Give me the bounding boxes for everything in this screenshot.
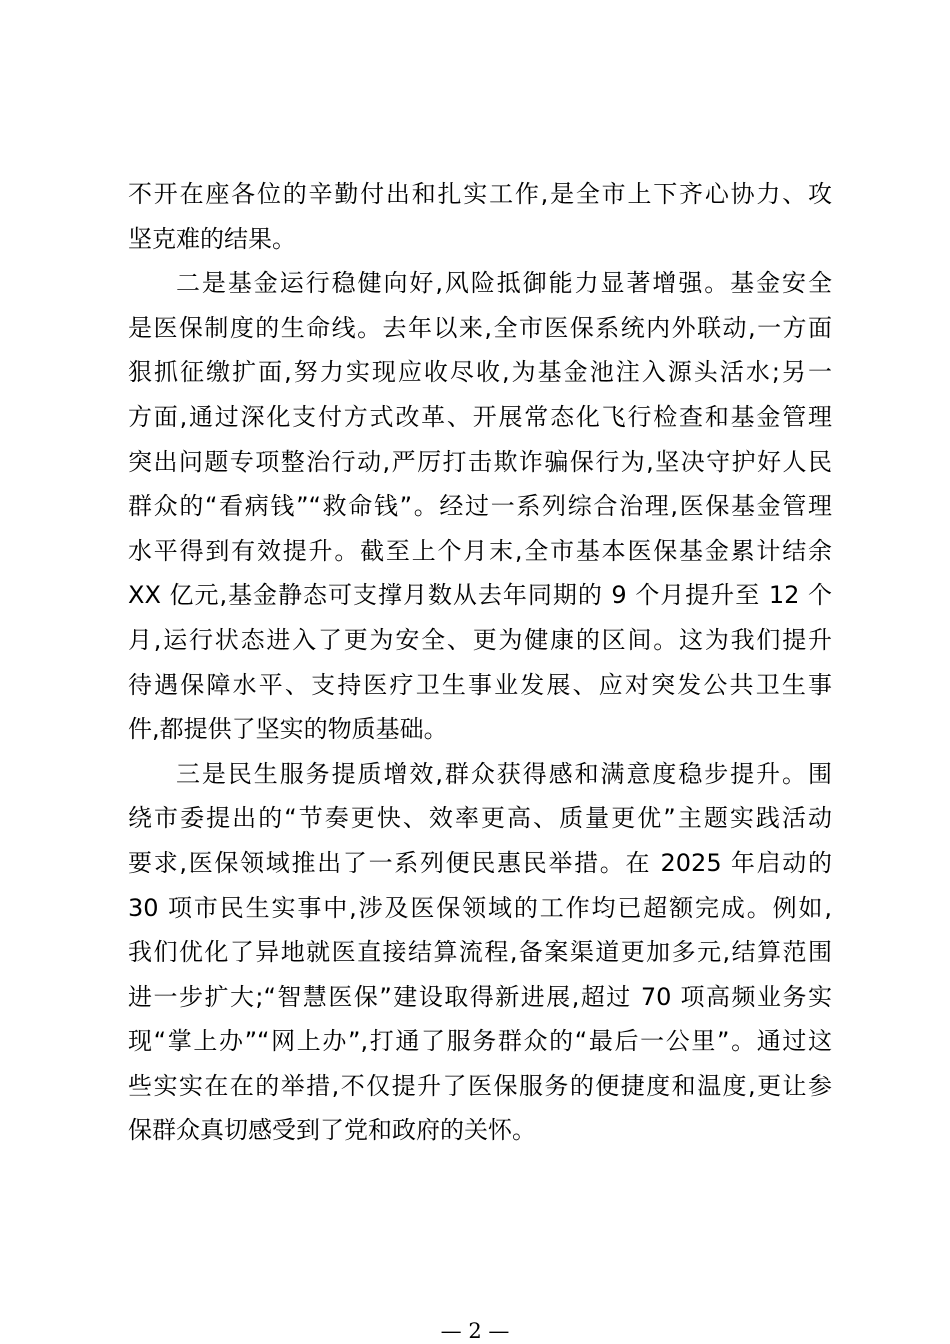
text-line: XX 亿元,基金静态可支撑月数从去年同期的 9 个月提升至 12 个 [128,581,832,610]
text-line: 坚克难的结果。 [128,224,296,253]
text-line: 30 项市民生实事中,涉及医保领域的工作均已超额完成。例如, [128,893,832,922]
text-line: 狠抓征缴扩面,努力实现应收尽收,为基金池注入源头活水;另一 [128,358,832,387]
text-line: 不开在座各位的辛勤付出和扎实工作,是全市上下齐心协力、攻 [128,180,832,208]
paragraph-public-services [128,752,832,1153]
text-line: 突出问题专项整治行动,严厉打击欺诈骗保行为,坚决守护好人民 [128,447,832,476]
body-text [128,172,832,1153]
text-line: 月,运行状态进入了更为安全、更为健康的区间。这为我们提升 [128,625,832,654]
text-line: 我们优化了异地就医直接结算流程,备案渠道更加多元,结算范围 [128,938,832,967]
text-line: 绕市委提出的“节奏更快、效率更高、质量更优”主题实践活动 [128,804,832,833]
page-number: — 2 — [440,1319,510,1343]
text-line: 些实实在在的举措,不仅提升了医保服务的便捷度和温度,更让参 [128,1071,832,1100]
text-line: 件,都提供了坚实的物质基础。 [128,715,448,744]
paragraph-continued [128,172,832,261]
text-line: 方面,通过深化支付方式改革、开展常态化飞行检查和基金管理 [128,402,832,431]
text-line: 保群众真切感受到了党和政府的关怀。 [128,1116,536,1145]
paragraph-fund-operation [128,261,832,752]
text-line: 现“掌上办”“网上办”,打通了服务群众的“最后一公里”。通过这 [128,1027,832,1056]
text-line: 进一步扩大;“智慧医保”建设取得新进展,超过 70 项高频业务实 [128,982,832,1011]
text-line: 三是民生服务提质增效,群众获得感和满意度稳步提升。围 [176,759,832,788]
text-line: 群众的“看病钱”“救命钱”。经过一系列综合治理,医保基金管理 [128,492,832,521]
text-line: 要求,医保领域推出了一系列便民惠民举措。在 2025 年启动的 [128,848,832,877]
text-line: 是医保制度的生命线。去年以来,全市医保系统内外联动,一方面 [128,313,832,342]
text-line: 二是基金运行稳健向好,风险抵御能力显著增强。基金安全 [176,269,832,298]
text-line: 水平得到有效提升。截至上个月末,全市基本医保基金累计结余 [128,536,832,565]
text-line: 待遇保障水平、支持医疗卫生事业发展、应对突发公共卫生事 [128,670,832,699]
